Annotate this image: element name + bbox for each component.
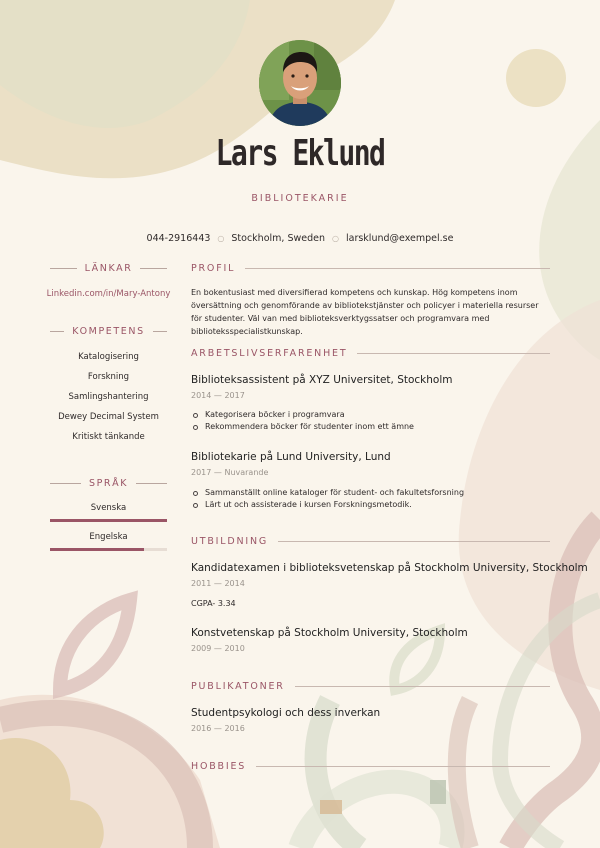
- language-name: Svenska: [90, 503, 127, 513]
- divider: [50, 331, 64, 332]
- date-end: 2014: [224, 579, 245, 588]
- date-separator: —: [213, 724, 222, 733]
- date-separator: —: [213, 391, 222, 400]
- skill-item: Samlingshantering: [68, 392, 149, 402]
- date-start: 2014: [191, 391, 212, 400]
- bullet-text: Sammanställt online kataloger för student- och fakultetsforsning: [205, 488, 465, 497]
- email: larsklund@exempel.se: [345, 233, 454, 244]
- date-end: Nuvarande: [224, 468, 269, 477]
- language-level-bar: [50, 519, 167, 522]
- contact-row: [0, 233, 600, 244]
- bullet-item: [193, 421, 553, 433]
- divider: [50, 483, 81, 484]
- date-start: 2009: [191, 644, 212, 653]
- separator-dot-icon: ○: [332, 234, 339, 243]
- bullet-item: [193, 409, 553, 421]
- links-heading: [50, 261, 167, 275]
- publications-heading: [191, 679, 550, 693]
- skill-item: Katalogisering: [78, 352, 139, 362]
- profile-heading-text: PROFIL: [191, 262, 236, 274]
- bullet-text: Kategorisera böcker i programvara: [205, 410, 345, 419]
- publication-dates: [191, 724, 245, 733]
- skill-item: Dewey Decimal System: [58, 412, 159, 422]
- avatar: [259, 40, 341, 126]
- job-title: BIBLIOTEKARIE: [251, 193, 349, 204]
- date-start: 2017: [191, 468, 212, 477]
- location: Stockholm, Sweden: [231, 233, 325, 244]
- bullet-item: [193, 487, 553, 499]
- languages-heading-text: SPRÅK: [88, 477, 129, 489]
- bullet-circle-icon: [193, 491, 198, 496]
- date-start: 2011: [191, 579, 212, 588]
- divider: [153, 331, 167, 332]
- divider: [256, 766, 550, 767]
- separator-dot-icon: ○: [217, 234, 225, 243]
- experience-heading-text: ARBETSLIVSERFARENHET: [191, 347, 348, 359]
- divider: [140, 268, 167, 269]
- linkedin-link[interactable]: Linkedin.com/in/Mary-Antony: [46, 289, 171, 299]
- skills-heading: [50, 324, 167, 338]
- profile-photo: [259, 40, 341, 126]
- job-bullets: [193, 409, 553, 433]
- education-title: Konstvetenskap på Stockholm University, Stockholm: [191, 627, 468, 639]
- profile-summary: En bokentusiast med diversifierad kompetens och kunskap. Hög kompetens inom översättning och genomförande av bibliotekstjänster och policyer i materiella resurser för studenter. Väl van med biblioteksverktygssatser och programvara med biblioteksspecialistkunskap.: [191, 288, 539, 336]
- language-level-fill: [50, 519, 167, 522]
- hobbies-heading-text: HOBBIES: [191, 760, 247, 772]
- education-dates: [191, 579, 245, 588]
- divider: [295, 686, 550, 687]
- bullet-text: Lärt ut och assisterade i kursen Forskningsmetodik.: [205, 500, 412, 509]
- education-heading: [191, 534, 550, 548]
- bullet-text: Rekommendera böcker för studenter inom ett ämne: [205, 422, 414, 431]
- experience-heading: [191, 346, 550, 360]
- links-heading-text: LÄNKAR: [84, 262, 133, 274]
- date-separator: —: [213, 468, 222, 477]
- education-title: Kandidatexamen i biblioteksvetenskap på Stockholm University, Stockholm: [191, 562, 588, 574]
- language-level-fill: [50, 548, 144, 551]
- skills-heading-text: KOMPETENS: [72, 325, 145, 337]
- job-title-entry: Bibliotekarie på Lund University, Lund: [191, 451, 391, 463]
- job-bullets: [193, 487, 553, 511]
- date-end: 2010: [224, 644, 245, 653]
- publications-heading-text: PUBLIKATONER: [191, 680, 285, 692]
- education-heading-text: UTBILDNING: [191, 535, 269, 547]
- divider: [245, 268, 550, 269]
- bullet-item: [193, 499, 553, 511]
- bullet-circle-icon: [193, 425, 198, 430]
- date-end: 2016: [224, 724, 245, 733]
- date-end: 2017: [224, 391, 245, 400]
- profile-heading: [191, 261, 550, 275]
- job-dates: [191, 468, 268, 477]
- divider: [50, 268, 77, 269]
- languages-heading: [50, 476, 167, 490]
- candidate-name: Lars Eklund: [215, 133, 385, 174]
- divider: [357, 353, 550, 354]
- hobbies-heading: [191, 759, 550, 773]
- job-title-entry: Biblioteksassistent på XYZ Universitet, Stockholm: [191, 374, 453, 386]
- education-dates: [191, 644, 245, 653]
- bullet-circle-icon: [193, 503, 198, 508]
- divider: [136, 483, 167, 484]
- phone-number: 044-2916443: [146, 233, 211, 244]
- skill-item: Kritiskt tänkande: [72, 432, 145, 442]
- date-start: 2016: [191, 724, 212, 733]
- job-dates: [191, 391, 245, 400]
- language-name: Engelska: [89, 532, 128, 542]
- date-separator: —: [213, 644, 222, 653]
- language-level-bar: [50, 548, 167, 551]
- divider: [278, 541, 550, 542]
- bullet-circle-icon: [193, 413, 198, 418]
- publication-title: Studentpsykologi och dess inverkan: [191, 707, 381, 719]
- date-separator: —: [213, 579, 222, 588]
- skill-item: Forskning: [87, 372, 130, 382]
- education-grade: CGPA- 3.34: [191, 599, 236, 608]
